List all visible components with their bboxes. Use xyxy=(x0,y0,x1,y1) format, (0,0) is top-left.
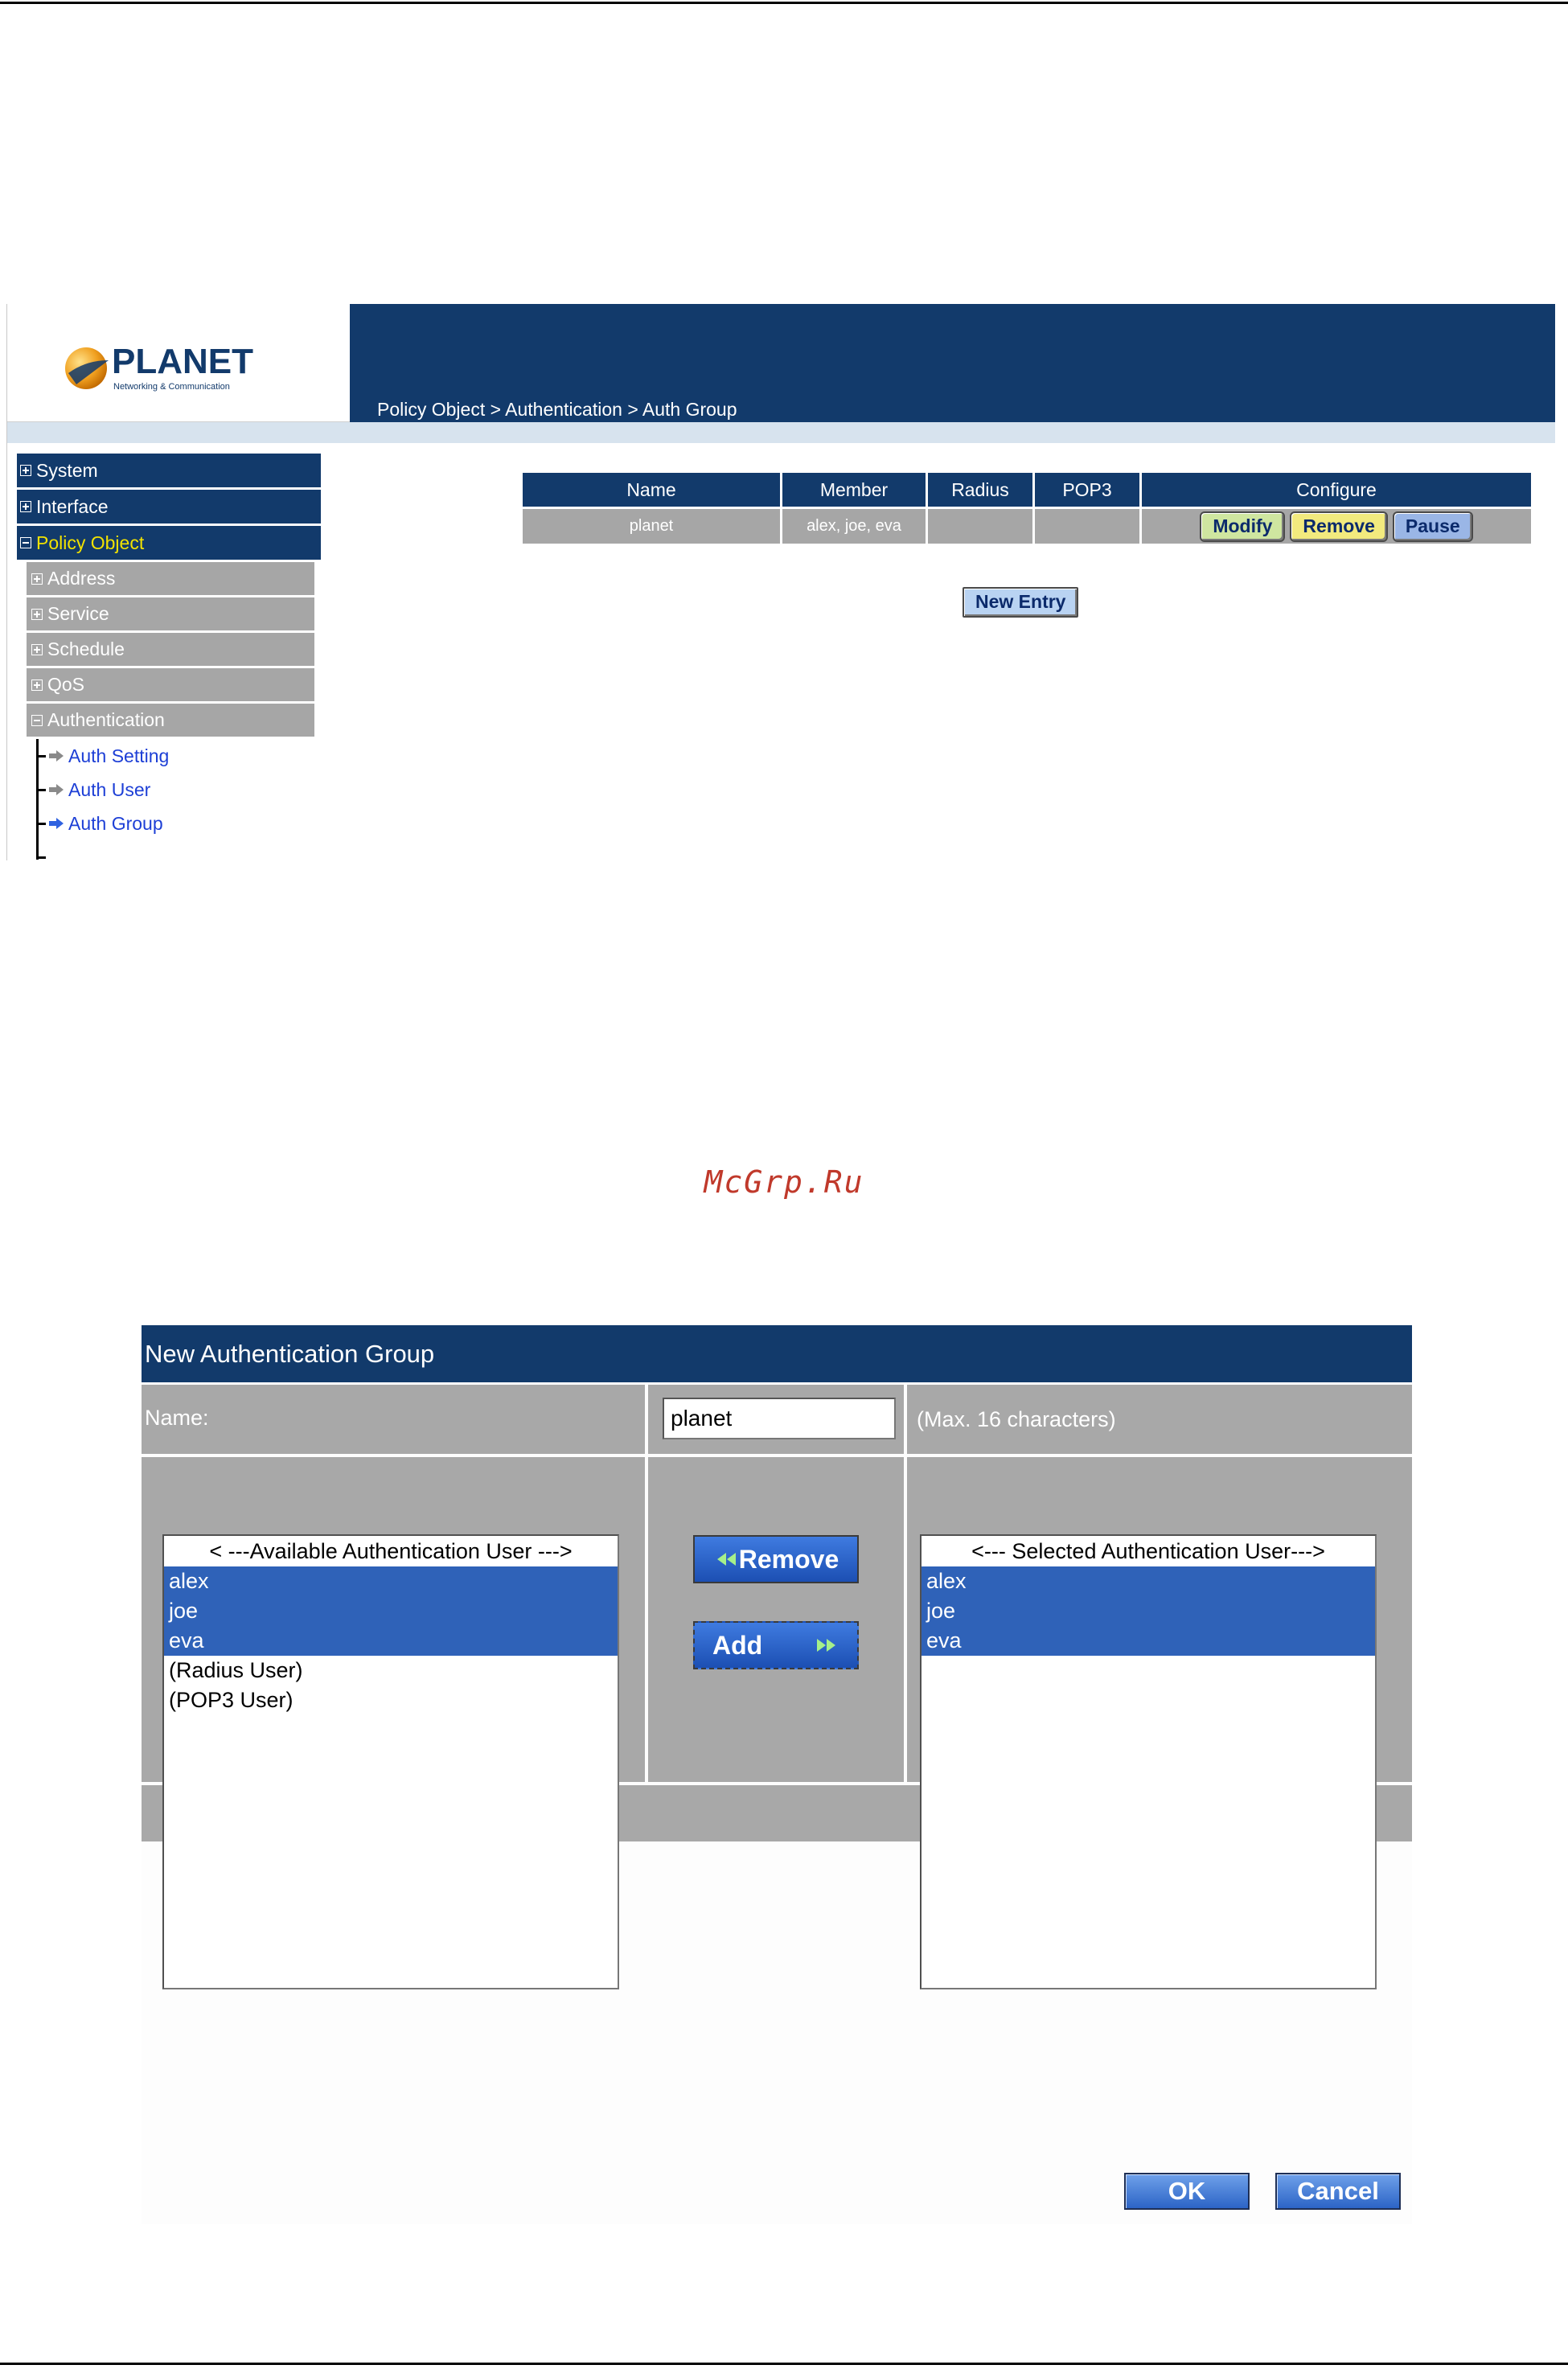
list-item[interactable]: alex xyxy=(164,1566,618,1596)
modify-button[interactable]: Modify xyxy=(1200,511,1285,542)
column-header-member: Member xyxy=(782,473,926,507)
subnav-item-label: QoS xyxy=(47,674,85,695)
name-label-cell xyxy=(142,1385,645,1454)
auth-group-list-screen xyxy=(6,304,1555,860)
nav-item-interface[interactable] xyxy=(17,490,321,523)
selected-users-list[interactable] xyxy=(920,1534,1377,1989)
add-member-button[interactable] xyxy=(693,1621,859,1669)
column-header-pop3: POP3 xyxy=(1035,473,1139,507)
double-right-arrow-icon xyxy=(814,1636,839,1654)
subnav-item-schedule[interactable] xyxy=(27,633,314,666)
list-item[interactable]: eva xyxy=(164,1626,618,1656)
expand-icon xyxy=(31,573,43,585)
collapse-icon xyxy=(31,715,43,726)
subnav-item-service[interactable] xyxy=(27,597,314,630)
list-header: < ---Available Authentication User ---> xyxy=(209,1539,573,1563)
expand-icon xyxy=(20,465,31,476)
nav-item-system[interactable] xyxy=(17,454,321,487)
subnav-item-qos[interactable] xyxy=(27,668,314,701)
header-strip xyxy=(7,422,1555,443)
watermark-text: McGrp.Ru xyxy=(704,1164,864,1200)
header-bar xyxy=(350,304,1555,422)
tree-branch xyxy=(36,823,46,825)
list-item[interactable]: eva xyxy=(922,1626,1375,1656)
new-entry-button[interactable]: New Entry xyxy=(963,587,1078,618)
cell-radius xyxy=(928,507,1032,544)
nav-item-label: System xyxy=(36,459,98,481)
subnav-item-label: Schedule xyxy=(47,638,125,659)
subnav-item-address[interactable] xyxy=(27,562,314,595)
arrow-right-icon xyxy=(47,817,65,830)
tree-branch xyxy=(36,755,46,758)
form-title: New Authentication Group xyxy=(142,1325,1412,1382)
expand-icon xyxy=(31,644,43,655)
ok-button[interactable]: OK xyxy=(1124,2173,1250,2210)
name-input[interactable]: planet xyxy=(663,1398,896,1439)
table-row xyxy=(523,507,1531,544)
list-item[interactable]: joe xyxy=(922,1596,1375,1626)
tree-item-auth-setting[interactable] xyxy=(36,739,321,773)
name-label: Name: xyxy=(145,1406,209,1430)
tree-item-label: Auth Group xyxy=(68,812,163,834)
page-bottom-rule xyxy=(0,2363,1568,2365)
subnav-item-label: Address xyxy=(47,568,116,589)
tree-item-label: Auth Setting xyxy=(68,745,170,766)
list-item[interactable]: (Radius User) xyxy=(169,1658,303,1682)
auth-group-table xyxy=(520,473,1533,544)
subnav-item-authentication[interactable] xyxy=(27,704,314,737)
name-input-cell xyxy=(648,1385,904,1454)
tree-item-auth-group[interactable] xyxy=(36,807,321,840)
expand-icon xyxy=(31,679,43,691)
list-item[interactable]: alex xyxy=(922,1566,1375,1596)
subnav-item-label: Authentication xyxy=(47,709,165,730)
logo-panel xyxy=(7,304,350,422)
page-top-rule xyxy=(0,2,1568,4)
remove-member-button[interactable] xyxy=(693,1535,859,1583)
nav-item-policy-object[interactable] xyxy=(17,526,321,560)
tree-item-label: Auth User xyxy=(68,778,151,800)
remove-button[interactable]: Remove xyxy=(1290,511,1387,542)
remove-member-label: Remove xyxy=(738,1544,839,1574)
cell-name: planet xyxy=(523,507,780,544)
nav-item-label: Interface xyxy=(36,495,109,517)
available-users-list[interactable] xyxy=(162,1534,619,1989)
arrow-right-icon xyxy=(47,749,65,762)
auth-tree xyxy=(36,739,321,860)
list-header: <--- Selected Authentication User---> xyxy=(971,1539,1325,1563)
expand-icon xyxy=(20,501,31,512)
arrow-right-icon xyxy=(47,783,65,796)
sidebar xyxy=(17,454,321,860)
column-header-radius: Radius xyxy=(928,473,1032,507)
transfer-cell xyxy=(648,1457,904,1782)
cell-pop3 xyxy=(1035,507,1139,544)
tree-item-clipped xyxy=(36,840,321,860)
list-item[interactable]: joe xyxy=(164,1596,618,1626)
svg-text:Networking & Communication: Networking & Communication xyxy=(113,382,230,392)
double-left-arrow-icon xyxy=(713,1550,739,1568)
column-header-configure: Configure xyxy=(1142,473,1531,507)
expand-icon xyxy=(31,609,43,620)
collapse-icon xyxy=(20,537,31,548)
name-hint: (Max. 16 characters) xyxy=(917,1407,1116,1431)
tree-branch xyxy=(36,856,46,859)
list-item[interactable]: (POP3 User) xyxy=(169,1688,293,1712)
cell-member: alex, joe, eva xyxy=(782,507,926,544)
column-header-name: Name xyxy=(523,473,780,507)
breadcrumb: Policy Object > Authentication > Auth Group xyxy=(377,399,737,420)
planet-logo xyxy=(60,336,302,400)
name-hint-cell xyxy=(907,1385,1412,1454)
tree-item-auth-user[interactable] xyxy=(36,773,321,807)
add-member-label: Add xyxy=(712,1630,763,1660)
cell-configure xyxy=(1142,507,1531,544)
tree-branch xyxy=(36,789,46,791)
table-header-row xyxy=(523,473,1531,507)
nav-item-label: Policy Object xyxy=(36,532,145,553)
cancel-button[interactable]: Cancel xyxy=(1275,2173,1401,2210)
new-auth-group-screen xyxy=(142,1325,1412,2224)
subnav-item-label: Service xyxy=(47,603,109,624)
pause-button[interactable]: Pause xyxy=(1393,511,1473,542)
svg-text:PLANET: PLANET xyxy=(112,342,253,381)
